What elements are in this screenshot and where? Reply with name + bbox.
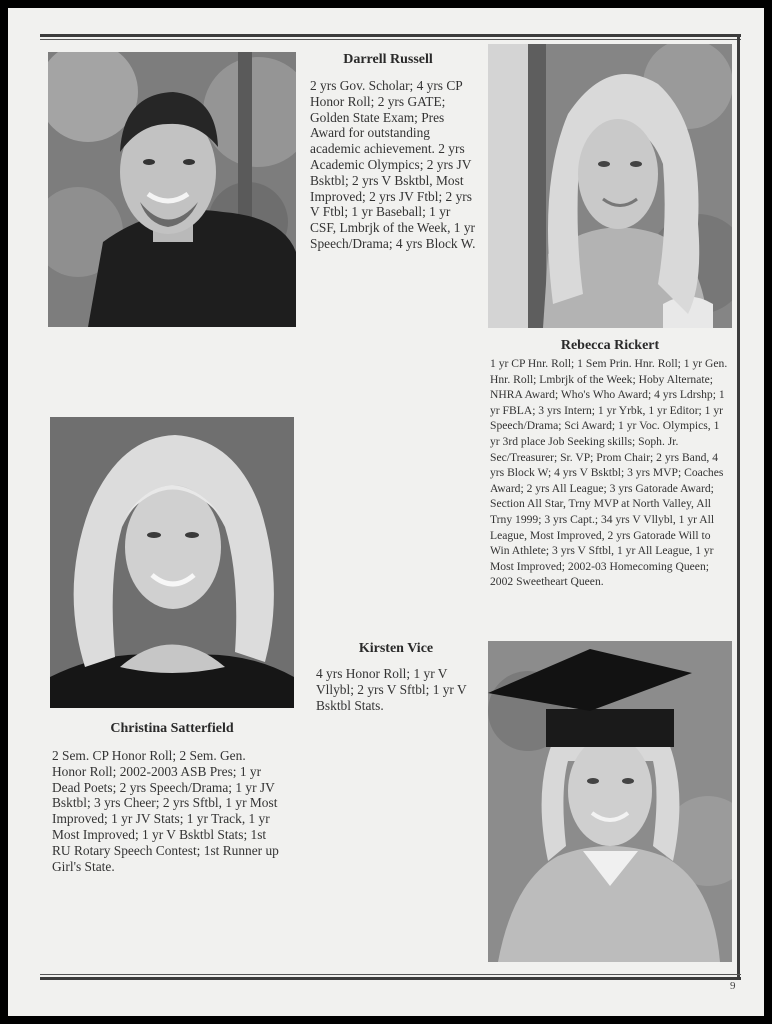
name-kirsten-vice: Kirsten Vice (358, 641, 434, 656)
portrait-image (48, 52, 296, 327)
top-border-rule (40, 34, 741, 37)
photo-rebecca-rickert (488, 44, 732, 328)
bio-christina-satterfield: 2 Sem. CP Honor Roll; 2 Sem. Gen. Honor Roll; 2002-2003 ASB Pres; 1 yr Dead Poets; 2 yrs Speech/Drama; 1 yr JV Bsktbl; 3 yrs Cheer; 2 yrs Sftbl, 1 yr Most Improved; 1 yr JV Stats; 1 yr Track, 1 yr Most Improved; 1 yr V Bsktbl Stats; 1st RU Rotary Speech Contest; 1st Runner up Girl's State. (52, 748, 279, 874)
photo-christina-satterfield (50, 417, 294, 708)
bio-kirsten-vice: 4 yrs Honor Roll; 1 yr V Vllybl; 2 yrs V Sftbl; 1 yr V Bsktbl Stats. (316, 666, 467, 713)
page-number: 9 (730, 980, 736, 992)
bottom-border-rule (40, 977, 741, 980)
yearbook-page (8, 8, 764, 1016)
right-border-rule (737, 34, 740, 980)
name-rebecca-rickert: Rebecca Rickert (560, 338, 660, 353)
bio-rebecca-rickert: 1 yr CP Hnr. Roll; 1 Sem Prin. Hnr. Roll; 1 yr Gen. Hnr. Roll; Lmbrjk of the Week; Hoby Alternate; NHRA Award; Who's Who Award; 4 yrs Ldrshp; 1 yr FBLA; 3 yrs Intern; 1 yr Yrbk, 1 yr Editor; 1 yr Speech/Drama; Sci Award; 1 yr Voc. Olympics, 1 yr 3rd place Job Seeking skills; Soph. Jr. Sec/Treasurer; Sr. VP; Prom Chair; 2 yrs Band, 4 yrs Block W; 4 yrs V Bsktbl; 3 yrs MVP; Coaches Award; 2 yrs All League; 3 yrs Gatorade Award; Section All Star, Trny MVP at North Valley, All Trny 1999; 3 yrs Capt.; 34 yrs V Vllybl, 1 yr All League, Most Improved, 2 yrs Gatorade Will to Win Athlete; 3 yrs V Sftbl, 1 yr All League, 1 yr Most Improved; 2002-03 Homecoming Queen; 2002 Sweetheart Queen. (490, 357, 728, 589)
photo-kirsten-vice (488, 641, 732, 962)
portrait-image (50, 417, 294, 708)
portrait-image (488, 44, 732, 328)
bio-darrell-russell: 2 yrs Gov. Scholar; 4 yrs CP Honor Roll; 2 yrs GATE; Golden State Exam; Pres Award for outstanding academic achievement. 2 yrs Academic Olympics; 2 yrs JV Bsktbl; 2 yrs V Bsktbl, Most Improved; 2 yrs JV Ftbl; 2 yrs V Ftbl; 1 yr Baseball; 1 yr CSF, Lmbrjk of the Week, 1 yr Speech/Drama; 4 yrs Block W. (310, 78, 476, 251)
portrait-image (488, 641, 732, 962)
bottom-border-rule-thin (40, 974, 741, 975)
name-darrell-russell: Darrell Russell (343, 52, 433, 67)
top-border-rule-thin (40, 39, 741, 40)
name-christina-satterfield: Christina Satterfield (110, 721, 234, 736)
photo-darrell-russell (48, 52, 296, 327)
